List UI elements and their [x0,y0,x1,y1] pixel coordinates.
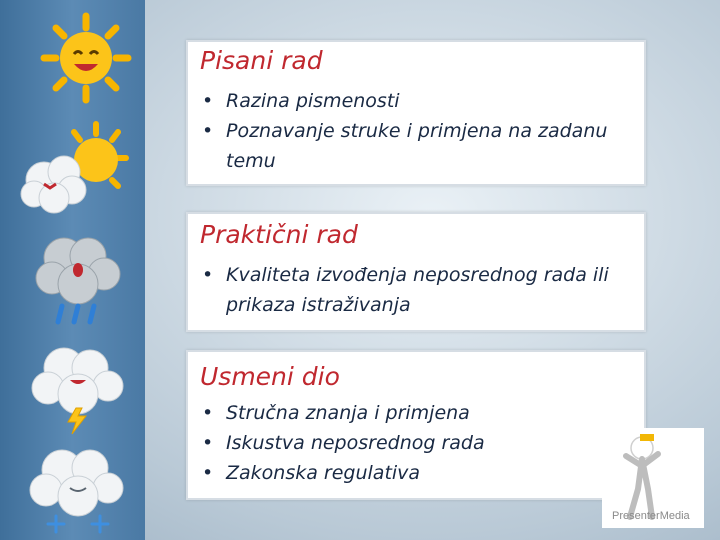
bullet-list [200,398,640,488]
list-item: • Stručna znanja i primjena [200,398,640,428]
list-item: • Zakonska regulativa [200,458,640,488]
card-oral-part [186,350,646,500]
card-title: Usmeni dio [200,362,340,391]
card-practical-work [186,212,646,332]
sun-icon [38,10,134,106]
watermark-text: PresenterMedia [612,510,690,522]
list-item: • Razina pismenosti [200,86,640,116]
list-item: • Iskustva neposrednog rada [200,428,640,458]
card-written-work [186,40,646,186]
card-title: Praktični rad [200,220,358,249]
weather-sidebar [0,0,145,540]
partly-cloudy-icon [14,118,134,218]
storm-cloud-icon [28,340,128,436]
bullet-list [200,260,640,320]
list-item: • Poznavanje struke i primjena na zadanu temu [200,116,640,176]
card-title: Pisani rad [200,46,323,75]
rain-cloud-icon [30,228,126,332]
presentermedia-logo [602,428,704,528]
list-item: • Kvaliteta izvođenja neposrednog rada ili prikaza istraživanja [200,260,640,320]
snow-cloud-icon [26,440,130,540]
bullet-list [200,86,640,176]
